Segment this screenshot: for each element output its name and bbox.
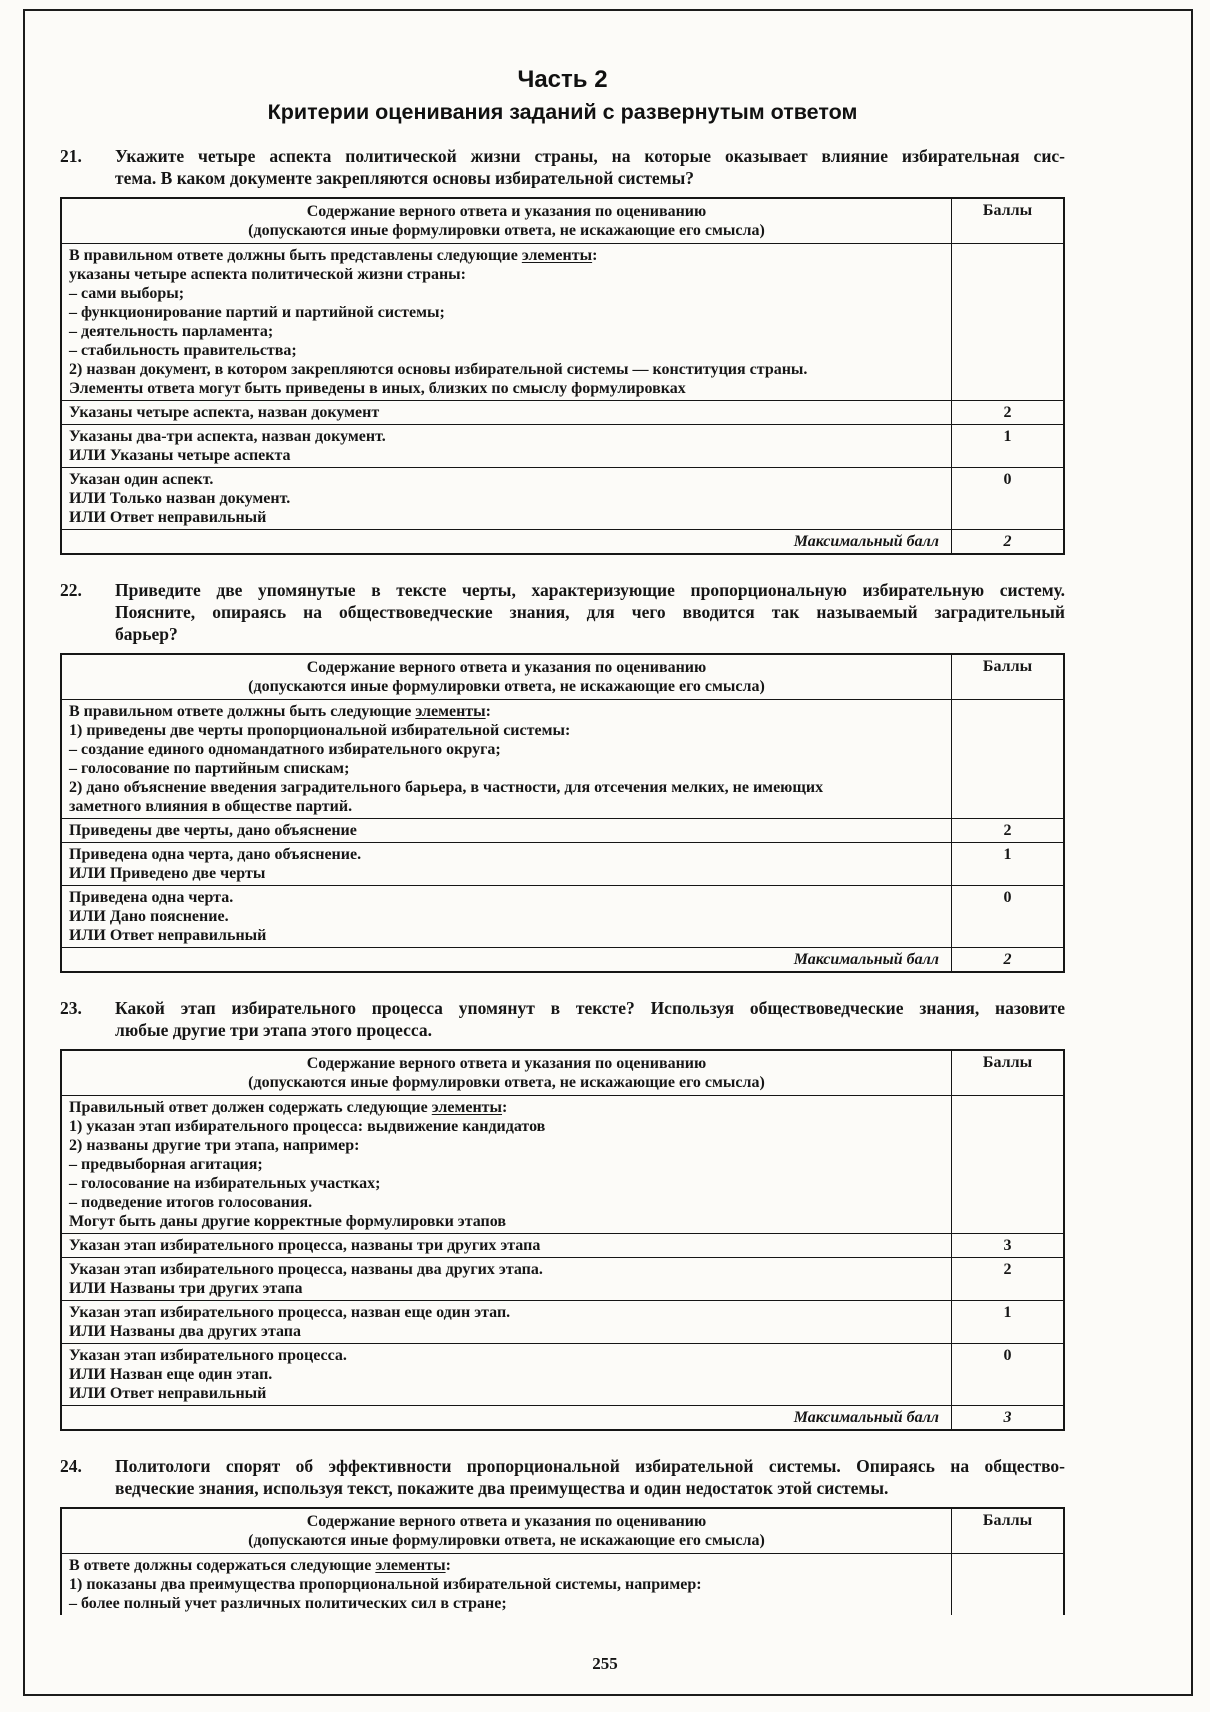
answer-line: 2) назван документ, в котором закрепляются основы избирательной системы — конституция страны.: [69, 361, 808, 378]
criteria-cell: [61, 401, 952, 425]
score-row: [61, 425, 1064, 468]
score-row: [61, 1258, 1064, 1301]
criteria-table-body: [61, 700, 1064, 973]
table-header-note: (допускаются иные формулировки ответа, не искажающие его смысла): [248, 222, 765, 239]
table-header-row: [61, 1050, 1064, 1096]
question-text: [115, 997, 1065, 1041]
criteria-line: ИЛИ Приведено две черты: [69, 865, 266, 882]
answer-line: Элементы ответа могут быть приведены в иных, близких по смыслу формулировках: [69, 380, 686, 397]
question-block: [60, 145, 1065, 555]
criteria-table-head: [61, 654, 1064, 700]
score-row: [61, 819, 1064, 843]
criteria-line: ИЛИ Ответ неправильный: [69, 1385, 267, 1402]
max-score-value: 2: [952, 948, 1065, 973]
question-header: [60, 997, 1065, 1041]
answer-line: – подведение итогов голосования.: [69, 1194, 313, 1211]
question-text-line: ведческие знания, используя текст, покажите два преимущества и один недостаток этой системы.: [115, 1478, 889, 1498]
question-text-line: Какой этап избирательного процесса упомянут в тексте? Используя обществоведческие знания, назовите: [115, 998, 1065, 1018]
question-number: 22.: [60, 580, 82, 600]
points-column-header: Баллы: [952, 1508, 1065, 1554]
table-header-title: Содержание верного ответа и указания по оцениванию: [306, 1513, 707, 1530]
answer-line: Правильный ответ должен содержать следующие элементы:: [69, 1099, 508, 1116]
score-value: 1: [952, 843, 1065, 886]
question-header: [60, 145, 1065, 189]
criteria-table-body: [61, 1096, 1064, 1431]
answer-line: 2) названы другие три этапа, например:: [69, 1137, 360, 1154]
max-score-row: [61, 530, 1064, 555]
criteria-table-body: [61, 1554, 1064, 1616]
criteria-table: [60, 197, 1065, 555]
criteria-line: Указан этап избирательного процесса, назван еще один этап.: [69, 1304, 511, 1321]
answer-line: заметного влияния в обществе партий.: [69, 798, 353, 815]
criteria-table-head: [61, 1508, 1064, 1554]
criteria-line: ИЛИ Назван еще один этап.: [69, 1366, 273, 1383]
criteria-line: ИЛИ Ответ неправильный: [69, 509, 267, 526]
table-header-row: [61, 654, 1064, 700]
score-value: 0: [952, 468, 1065, 530]
score-value: 0: [952, 886, 1065, 948]
criteria-line: Приведены две черты, дано объяснение: [69, 822, 357, 839]
score-row: [61, 886, 1064, 948]
max-score-value: 2: [952, 530, 1065, 555]
criteria-table-body: [61, 244, 1064, 555]
answer-line: – голосование по партийным спискам;: [69, 760, 350, 777]
question-text: [115, 579, 1065, 645]
criteria-line: Указаны два-три аспекта, назван документ.: [69, 428, 386, 445]
answer-line: 1) указан этап избирательного процесса: выдвижение кандидатов: [69, 1118, 546, 1135]
criteria-line: Указан этап избирательного процесса, названы два других этапа.: [69, 1261, 543, 1278]
answer-line: указаны четыре аспекта политической жизни страны:: [69, 266, 466, 283]
score-value: 2: [952, 401, 1065, 425]
answer-content-cell: [61, 1096, 952, 1234]
criteria-table: [60, 653, 1065, 973]
criteria-line: Указан один аспект.: [69, 471, 214, 488]
criteria-table-head: [61, 198, 1064, 244]
criteria-line: ИЛИ Ответ неправильный: [69, 927, 267, 944]
answer-line: – создание единого одномандатного избирательного округа;: [69, 741, 501, 758]
criteria-table: [60, 1507, 1065, 1615]
criteria-line: Указан этап избирательного процесса.: [69, 1347, 347, 1364]
criteria-line: Указаны четыре аспекта, назван документ: [69, 404, 380, 421]
question-number: 24.: [60, 1456, 82, 1476]
answer-content-row: [61, 1554, 1064, 1616]
answer-line: Могут быть даны другие корректные формулировки этапов: [69, 1213, 507, 1230]
question-text-line: Укажите четыре аспекта политической жизни страны, на которые оказывает влияние избирательная сис-: [115, 146, 1065, 166]
max-score-label: Максимальный балл: [61, 1406, 952, 1431]
score-row: [61, 1344, 1064, 1406]
question-number: 21.: [60, 146, 82, 166]
table-header-note: (допускаются иные формулировки ответа, не искажающие его смысла): [248, 1074, 765, 1091]
score-value: 0: [952, 1344, 1065, 1406]
answer-line: 1) приведены две черты пропорциональной избирательной системы:: [69, 722, 571, 739]
criteria-line: Указан этап избирательного процесса, названы три других этапа: [69, 1237, 541, 1254]
points-column-header: Баллы: [952, 198, 1065, 244]
criteria-cell: [61, 468, 952, 530]
question-header: [60, 579, 1065, 645]
max-score-label: Максимальный балл: [61, 948, 952, 973]
score-value: 2: [952, 1258, 1065, 1301]
question-text-line: Приведите две упомянутые в тексте черты, характеризующие пропорциональную избирательную систему.: [115, 580, 1065, 600]
criteria-line: ИЛИ Указаны четыре аспекта: [69, 447, 291, 464]
answer-content-row: [61, 244, 1064, 401]
answer-content-row: [61, 1096, 1064, 1234]
criteria-cell: [61, 1258, 952, 1301]
answer-line: – предвыборная агитация;: [69, 1156, 263, 1173]
answer-score-cell: [952, 1554, 1065, 1616]
criteria-cell: [61, 1234, 952, 1258]
answer-score-cell: [952, 700, 1065, 819]
question-number: 23.: [60, 998, 82, 1018]
question-block: [60, 1455, 1065, 1615]
question-block: [60, 579, 1065, 973]
question-text-line: Поясните, опираясь на обществоведческие знания, для чего вводится так называемый заградительный: [115, 602, 1065, 622]
criteria-table: [60, 1049, 1065, 1431]
question-text: [115, 1455, 1065, 1499]
answer-line: 2) дано объяснение введения заградительного барьера, в частности, для отсечения мелких, не имеющих: [69, 779, 824, 796]
answer-score-cell: [952, 1096, 1065, 1234]
table-header-title: Содержание верного ответа и указания по оцениванию: [306, 1055, 707, 1072]
answer-line: – голосование на избирательных участках;: [69, 1175, 381, 1192]
score-row: [61, 468, 1064, 530]
points-column-header: Баллы: [952, 654, 1065, 700]
table-header-cell: [61, 654, 952, 700]
table-header-note: (допускаются иные формулировки ответа, не искажающие его смысла): [248, 678, 765, 695]
table-header-title: Содержание верного ответа и указания по оцениванию: [306, 659, 707, 676]
table-header-row: [61, 198, 1064, 244]
criteria-cell: [61, 843, 952, 886]
points-column-header: Баллы: [952, 1050, 1065, 1096]
answer-content-row: [61, 700, 1064, 819]
score-row: [61, 1234, 1064, 1258]
max-score-value: 3: [952, 1406, 1065, 1431]
answer-line: В ответе должны содержаться следующие элементы:: [69, 1557, 451, 1574]
table-header-row: [61, 1508, 1064, 1554]
score-row: [61, 401, 1064, 425]
answer-line: 1) показаны два преимущества пропорциональной избирательной системы, например:: [69, 1576, 702, 1593]
criteria-cell: [61, 1301, 952, 1344]
table-header-note: (допускаются иные формулировки ответа, не искажающие его смысла): [248, 1532, 765, 1549]
question-text-line: Политологи спорят об эффективности пропорциональной избирательной системы. Опираясь на общество-: [115, 1456, 1065, 1476]
criteria-line: ИЛИ Только назван документ.: [69, 490, 291, 507]
table-header-cell: [61, 1050, 952, 1096]
answer-line: – сами выборы;: [69, 285, 185, 302]
answer-content-cell: [61, 244, 952, 401]
questions-container: [60, 145, 1065, 1615]
criteria-cell: [61, 425, 952, 468]
answer-line: В правильном ответе должны быть следующие элементы:: [69, 703, 491, 720]
table-header-cell: [61, 198, 952, 244]
question-text-line: барьер?: [115, 624, 178, 644]
max-score-label: Максимальный балл: [61, 530, 952, 555]
max-score-row: [61, 948, 1064, 973]
answer-content-cell: [61, 1554, 952, 1616]
score-row: [61, 843, 1064, 886]
score-value: 1: [952, 425, 1065, 468]
score-row: [61, 1301, 1064, 1344]
criteria-line: Приведена одна черта.: [69, 889, 234, 906]
answer-line: – деятельность парламента;: [69, 323, 274, 340]
criteria-line: ИЛИ Названы три других этапа: [69, 1280, 303, 1297]
page-number: 255: [592, 1654, 618, 1673]
criteria-cell: [61, 819, 952, 843]
table-header-title: Содержание верного ответа и указания по оцениванию: [306, 203, 707, 220]
score-value: 3: [952, 1234, 1065, 1258]
answer-line: – более полный учет различных политических сил в стране;: [69, 1595, 507, 1612]
answer-line: В правильном ответе должны быть представлены следующие элементы:: [69, 247, 598, 264]
answer-line: – функционирование партий и партийной системы;: [69, 304, 445, 321]
question-header: [60, 1455, 1065, 1499]
doc-title: Критерии оценивания заданий с развернутым ответом: [267, 100, 858, 124]
question-text-line: любые другие три этапа этого процесса.: [115, 1020, 432, 1040]
criteria-cell: [61, 1344, 952, 1406]
criteria-cell: [61, 886, 952, 948]
criteria-line: Приведена одна черта, дано объяснение.: [69, 846, 362, 863]
table-header-cell: [61, 1508, 952, 1554]
criteria-table-head: [61, 1050, 1064, 1096]
page-content: [60, 66, 1065, 1639]
score-value: 2: [952, 819, 1065, 843]
criteria-line: ИЛИ Названы два других этапа: [69, 1323, 302, 1340]
criteria-line: ИЛИ Дано пояснение.: [69, 908, 229, 925]
score-value: 1: [952, 1301, 1065, 1344]
answer-score-cell: [952, 244, 1065, 401]
answer-content-cell: [61, 700, 952, 819]
answer-line: – стабильность правительства;: [69, 342, 297, 359]
max-score-row: [61, 1406, 1064, 1431]
part-title: Часть 2: [517, 66, 608, 93]
question-text: [115, 145, 1065, 189]
question-block: [60, 997, 1065, 1431]
question-text-line: тема. В каком документе закрепляются основы избирательной системы?: [115, 168, 695, 188]
